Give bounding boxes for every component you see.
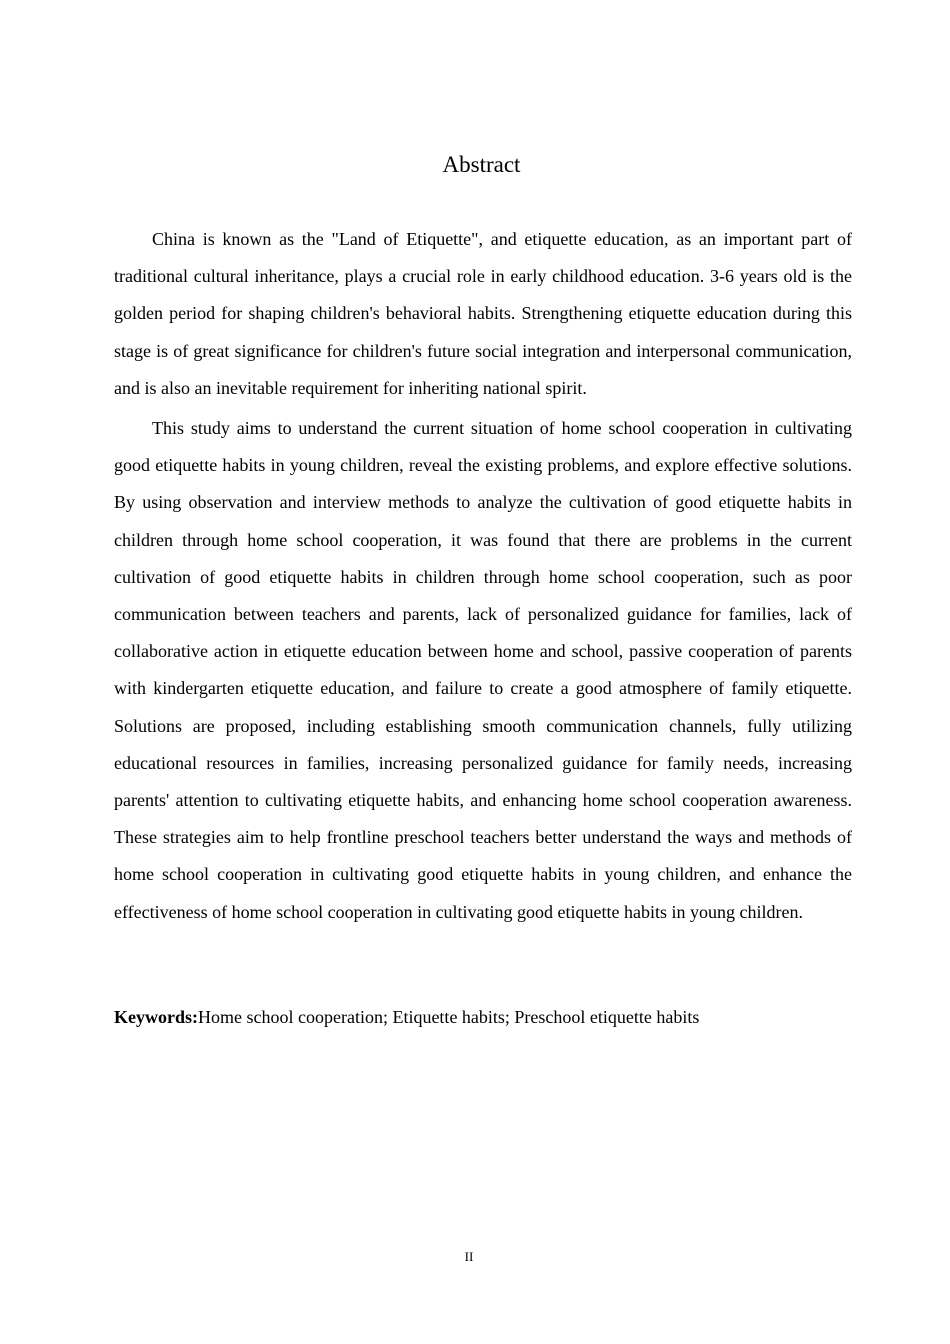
abstract-paragraph-2: This study aims to understand the current situation of home school cooperation in cultivating good etiquette habits in young children, reveal the existing problems, and explore effective solutions. By using observation and interview methods to analyze the cultivation of good etiquette habits in children through home school cooperation, it was found that there are problems in the current cultivation of good etiquette habits in children through home school cooperation, such as poor communication between teachers and parents, lack of personalized guidance for families, lack of collaborative action in etiquette education between home and school, passive cooperation of parents with kindergarten etiquette education, and failure to create a good atmosphere of family etiquette. Solutions are proposed, including establishing smooth communication channels, fully utilizing educational resources in families, increasing personalized guidance for family needs, increasing parents' attention to cultivating etiquette habits, and enhancing home school cooperation awareness. These strategies aim to help frontline preschool teachers better understand the ways and methods of home school cooperation in cultivating good etiquette habits in young children, and enhance the effectiveness of home school cooperation in cultivating good etiquette habits in young children. (114, 418, 852, 922)
keywords-line (114, 1002, 852, 1032)
abstract-paragraph-1: China is known as the "Land of Etiquette", and etiquette education, as an important part of traditional cultural inheritance, plays a crucial role in early childhood education. 3-6 years old is the golden period for shaping children's behavioral habits. Strengthening etiquette education during this stage is of great significance for children's future social integration and interpersonal communication, and is also an inevitable requirement for inheriting national spirit. (114, 229, 852, 398)
abstract-title: Abstract (442, 152, 521, 177)
abstract-body (114, 221, 852, 934)
page-number: II (464, 1249, 474, 1264)
keywords-label: Keywords: (114, 1007, 198, 1027)
keywords-text: Home school cooperation; Etiquette habits; Preschool etiquette habits (198, 1007, 700, 1027)
